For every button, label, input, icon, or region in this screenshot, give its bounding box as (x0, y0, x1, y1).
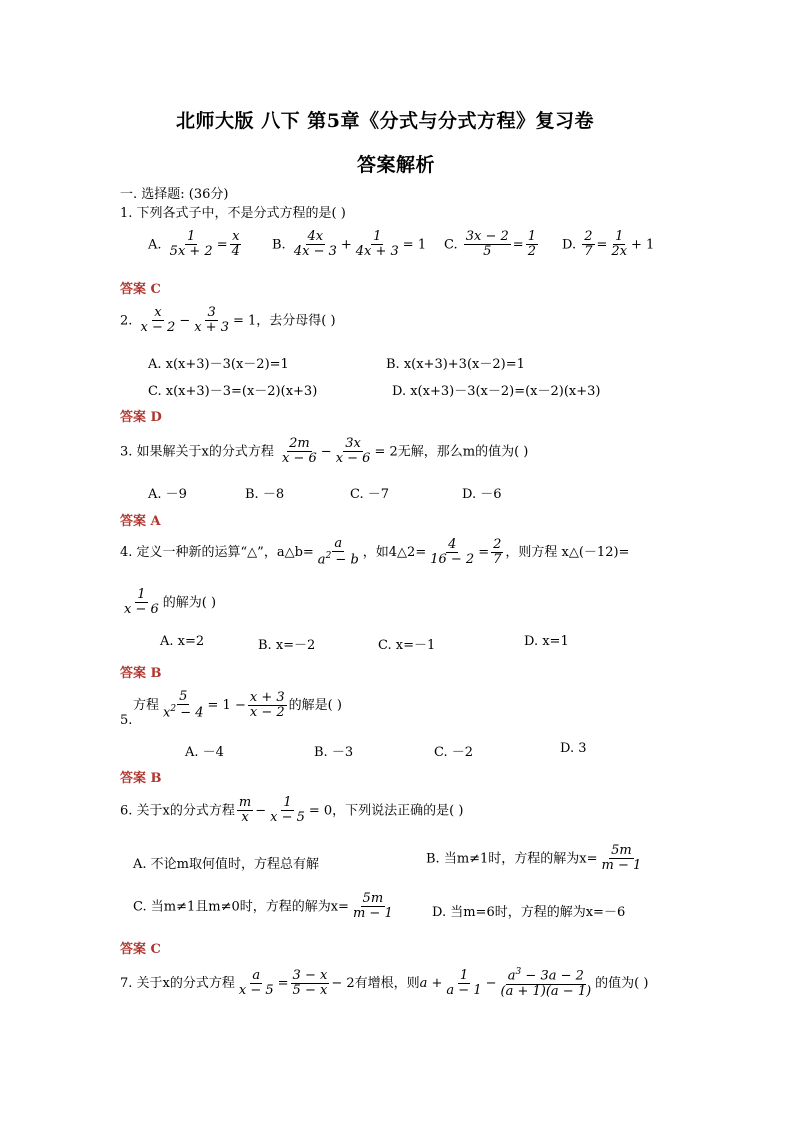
q6-option-b: B. 当m≠1时，方程的解为x= $\frac{5m}{m - 1}$ (426, 843, 642, 874)
q3-option-a: A. －9 (148, 487, 187, 502)
q6-answer: 答案 C (120, 942, 161, 957)
q5-option-b: B. －3 (314, 745, 354, 760)
q4-stem: 4. 定义一种新的运算“△”，a△b= $\frac{a}{a^2 - b}$ ，如4△2= $\frac{4}{16 - 2}$ = $\frac{2}{7}$ ，则方程 x△(－12)= (120, 536, 630, 568)
q3-option-b: B. －8 (245, 487, 285, 502)
q4-option-c: C. x=－1 (378, 638, 436, 653)
q3-option-d: D. －6 (462, 487, 502, 502)
q4-stem-cont: $\frac{1}{x - 6}$ 的解为( ) (124, 587, 217, 618)
q1-option-b-label: B. (272, 237, 286, 253)
q5-answer: 答案 B (120, 771, 162, 786)
q2-answer: 答案 D (120, 410, 162, 425)
q2-stem: 2. $\frac{x}{x - 2}$ − $\frac{3}{x + 3}$ = 1，去分母得( ) (120, 305, 336, 336)
document-title: 北师大版 八下 第5章《分式与分式方程》复习卷 (176, 110, 594, 132)
q4-option-b: B. x=－2 (258, 638, 316, 653)
q2-option-a: A. x(x+3)－3(x－2)=1 (148, 357, 289, 372)
q4-option-a: A. x=2 (160, 634, 205, 649)
q1-option-b: B. $\frac{4x}{4x - 3}$ + $\frac{1}{4x + 3}$ = 1 (272, 229, 427, 260)
q6-stem: 6. 关于x的分式方程 $\frac{m}{x}$ − $\frac{1}{x - 5}$ = 0，下列说法正确的是( ) (120, 795, 464, 826)
q5-stem: 方程 $\frac{5}{x^2 - 4}$ = 1 − $\frac{x + 3}{x - 2}$ 的解是( ) (133, 689, 342, 721)
q1-option-d-label: D. (562, 237, 577, 253)
q1-option-c: C. $\frac{3x - 2}{5}$ = $\frac{1}{2}$ (444, 229, 536, 260)
q1-answer: 答案 C (120, 282, 161, 297)
section-heading: 一. 选择题: (36分) (120, 187, 229, 202)
q1-options: A. $\frac{1}{5x + 2}$ = $\frac{x}{4}$ (148, 229, 240, 260)
q1-option-d: D. $\frac{2}{7}$ = $\frac{1}{2x}$ + 1 (562, 229, 655, 260)
q3-option-c: C. －7 (350, 487, 390, 502)
q4-option-d: D. x=1 (524, 634, 569, 649)
q5-option-d: D. 3 (560, 741, 587, 756)
q1-stem: 1. 下列各式子中，不是分式方程的是( ) (120, 206, 346, 221)
q3-answer: 答案 A (120, 514, 161, 529)
q5-option-c: C. －2 (434, 745, 474, 760)
document-subtitle: 答案解析 (357, 154, 436, 176)
q7-stem: 7. 关于x的分式方程 $\frac{a}{x - 5}$ = $\frac{3 - x}{5 - x}$ − 2有增根，则a + $\frac{1}{a - 1}$ − $\frac{a^3 - 3a - 2}{(a + 1)(a - 1)}$ 的值为( ) (120, 967, 649, 999)
q2-option-c: C. x(x+3)－3=(x－2)(x+3) (148, 384, 318, 399)
q2-option-d: D. x(x+3)－3(x－2)=(x－2)(x+3) (392, 384, 601, 399)
q6-option-a: A. 不论m取何值时，方程总有解 (133, 857, 319, 872)
q1-option-a-label: A. (148, 237, 162, 253)
q5-number: 5. (120, 713, 133, 728)
q3-stem: 3. 如果解关于x的分式方程 $\frac{2m}{x - 6}$ − $\frac{3x}{x - 6}$ = 2无解，那么m的值为( ) (120, 436, 529, 467)
q4-answer: 答案 B (120, 666, 162, 681)
q6-option-c: C. 当m≠1且m≠0时，方程的解为x= $\frac{5m}{m - 1}$ (133, 891, 393, 922)
q2-option-b: B. x(x+3)+3(x－2)=1 (386, 357, 525, 372)
q5-option-a: A. －4 (185, 745, 224, 760)
q6-option-d: D. 当m=6时，方程的解为x=－6 (432, 905, 626, 920)
q1-option-c-label: C. (444, 237, 458, 253)
